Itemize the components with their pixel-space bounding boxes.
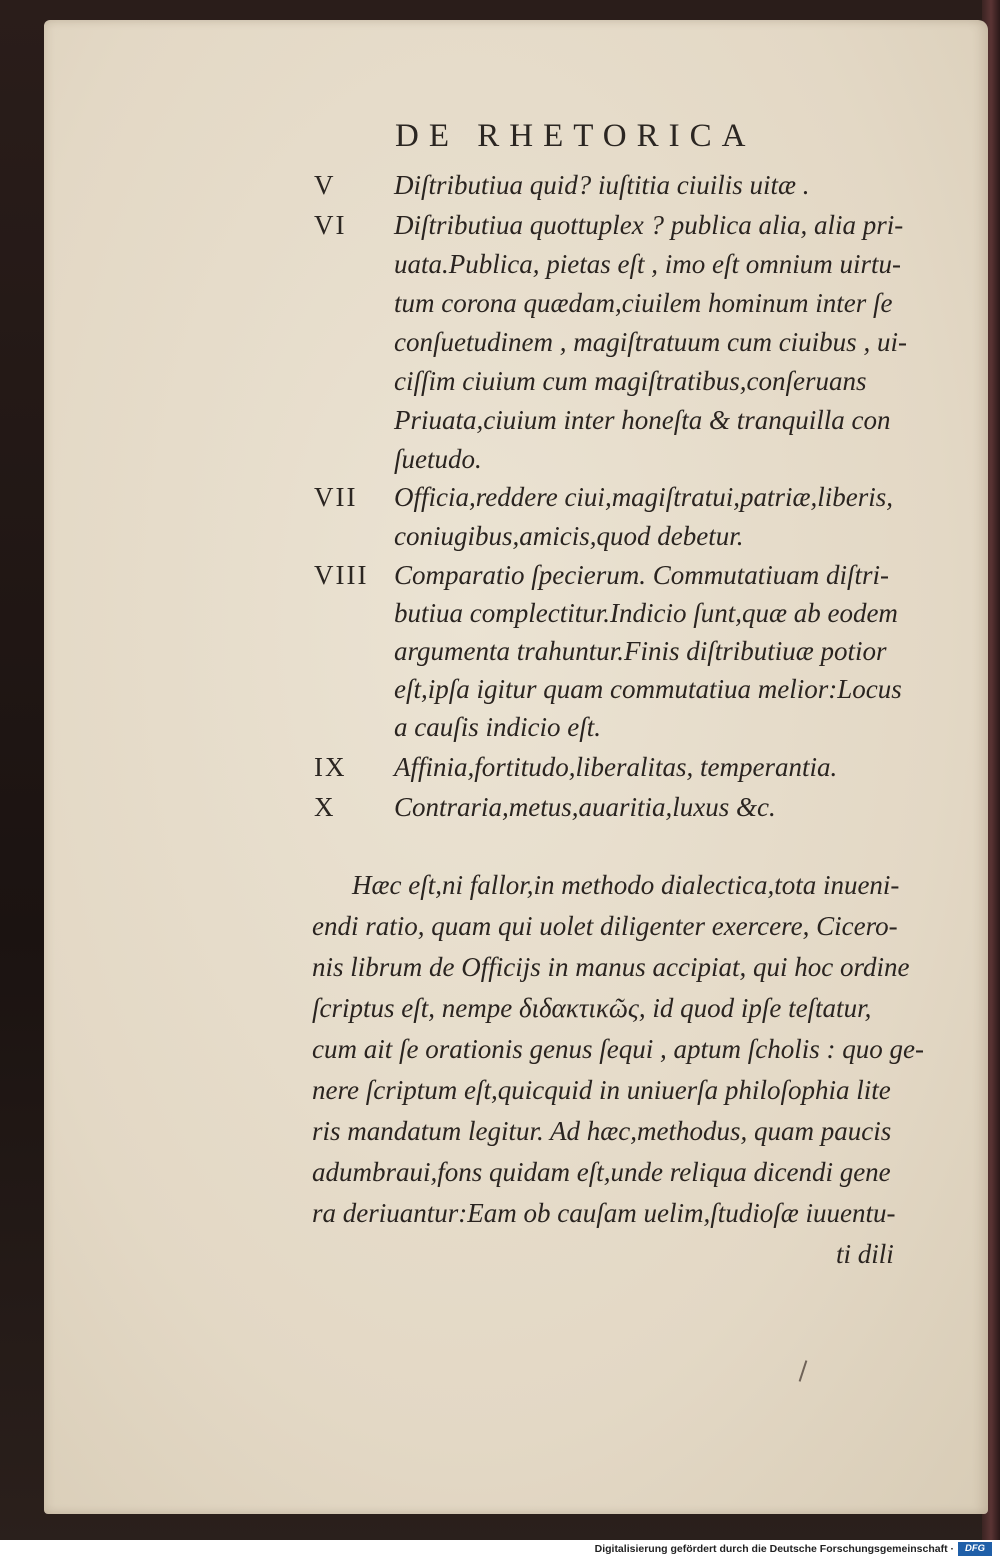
entry-numeral: IX <box>314 752 347 782</box>
entry-line: Contraria,metus,auaritia,luxus &c. <box>394 792 776 822</box>
paragraph-line: cum ait ſe orationis genus ſequi , aptum ſcholis : quo ge- <box>312 1034 924 1064</box>
entry-numeral: V <box>314 170 336 200</box>
entry-line: Diſtributiua quid? iuſtitia ciuilis uitæ . <box>394 170 810 200</box>
entry-numeral: VII <box>314 482 358 512</box>
paragraph-line: Hæc eſt,ni fallor,in methodo dialectica,tota inueni- <box>352 870 900 900</box>
entry-line: eſt,ipſa igitur quam commutatiua melior:Locus <box>394 674 902 704</box>
paragraph-line: nere ſcriptum eſt,quicquid in uniuerſa philoſophia lite <box>312 1075 891 1105</box>
paragraph-line: ris mandatum legitur. Ad hæc,methodus, quam paucis <box>312 1116 892 1146</box>
paragraph-line: endi ratio, quam qui uolet diligenter exercere, Cicero- <box>312 911 898 941</box>
entry-line: conſuetudinem , magiſtratuum cum ciuibus , ui- <box>394 327 907 357</box>
entry-line: ciſſim ciuium cum magiſtratibus,conſeruans <box>394 366 867 396</box>
entry-line: argumenta trahuntur.Finis diſtributiuæ potior <box>394 636 887 666</box>
paragraph-line: ra deriuantur:Eam ob cauſam uelim,ſtudioſæ iuuentu- <box>312 1198 896 1228</box>
entry-line: Comparatio ſpecierum. Commutatiuam diſtri- <box>394 560 889 590</box>
paragraph-line: nis librum de Officijs in manus accipiat, qui hoc ordine <box>312 952 910 982</box>
catchword: ti dili <box>836 1239 894 1269</box>
running-head: DE RHETORICA <box>395 118 756 154</box>
entry-line: coniugibus,amicis,quod debetur. <box>394 521 744 551</box>
entry-numeral: X <box>314 792 336 822</box>
entry-numeral: VIII <box>314 560 369 590</box>
entry-line: Officia,reddere ciui,magiſtratui,patriæ,liberis, <box>394 482 893 512</box>
paragraph-line: ſcriptus eſt, nempe διδακτικῶς, id quod ipſe teſtatur, <box>312 993 872 1023</box>
dfg-logo: DFG <box>958 1542 992 1556</box>
entry-line: uata.Publica, pietas eſt , imo eſt omnium uirtu- <box>394 249 901 279</box>
paragraph-line: adumbraui,fons quidam eſt,unde reliqua dicendi gene <box>312 1157 891 1187</box>
entry-line: Affinia,fortitudo,liberalitas, temperantia. <box>394 752 838 782</box>
entry-line: Priuata,ciuium inter honeſta & tranquilla con <box>394 405 891 435</box>
entry-numeral: VI <box>314 210 347 240</box>
entry-line: Diſtributiua quottuplex ? publica alia, alia pri- <box>394 210 904 240</box>
entry-line: butiua complectitur.Indicio ſunt,quæ ab eodem <box>394 598 898 628</box>
entry-line: ſuetudo. <box>394 444 482 474</box>
entry-line: a cauſis indicio eſt. <box>394 712 601 742</box>
entry-line: tum corona quædam,ciuilem hominum inter ſe <box>394 288 893 318</box>
digitization-credit: Digitalisierung gefördert durch die Deutsche Forschungsgemeinschaft · <box>594 1543 954 1555</box>
